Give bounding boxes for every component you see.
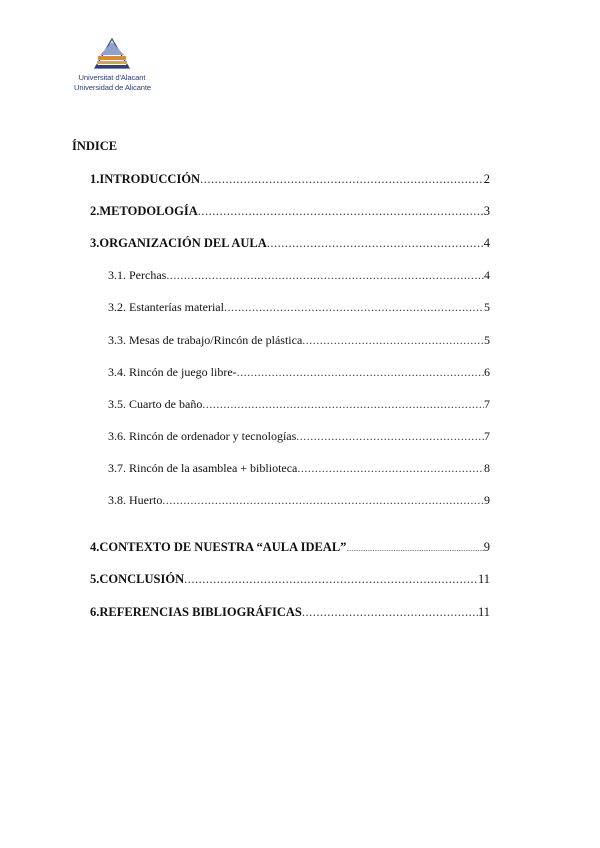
toc-label: CONTEXTO DE NUESTRA “AULA IDEAL” [99, 540, 347, 554]
toc-leader-dots [162, 493, 484, 508]
toc-page-number: 9 [484, 493, 490, 507]
toc-page-number: 5 [484, 333, 490, 347]
university-logo-icon [94, 38, 130, 70]
toc-entry-estanterias-material[interactable] [108, 300, 490, 315]
toc-label: INTRODUCCIÓN [99, 172, 201, 186]
toc-page-number: 9 [483, 540, 490, 554]
toc-entry-organizacion-del-aula[interactable] [90, 236, 490, 251]
toc-label: 3.8. Huerto [108, 493, 163, 507]
toc-leader-dots [200, 172, 484, 187]
toc-leader-dots [302, 333, 484, 348]
toc-page-number: 7 [484, 429, 490, 443]
toc-entry-rincon-ordenador[interactable] [108, 429, 490, 444]
toc-leader-dots [297, 461, 484, 476]
toc-label: 3.3. Mesas de trabajo/Rincón de plástica [108, 333, 303, 347]
toc-entry-referencias-bibliograficas[interactable] [90, 605, 490, 620]
toc-leader-dots [302, 605, 478, 620]
toc-entry-contexto-aula-ideal[interactable] [90, 540, 490, 555]
toc-entry-conclusion[interactable] [90, 572, 490, 587]
toc-entry-rincon-asamblea[interactable] [108, 461, 490, 476]
toc-entry-mesas-de-trabajo[interactable] [108, 333, 490, 348]
index-title: ÍNDICE [72, 139, 118, 153]
toc-label: METODOLOGÍA [99, 204, 198, 218]
toc-entry-rincon-juego-libre[interactable] [108, 365, 490, 380]
toc-leader-dots [166, 268, 484, 283]
toc-label: CONCLUSIÓN [99, 572, 185, 586]
toc-page-number: 8 [484, 461, 490, 475]
logo-text-line2: Universidad de Alicante [74, 83, 152, 92]
toc-entry-metodologia[interactable] [90, 204, 490, 219]
toc-number: 4. [90, 540, 100, 554]
toc-leader-dots [198, 204, 484, 219]
toc-label: ORGANIZACIÓN DEL AULA [99, 236, 267, 250]
toc-leader-dots [267, 236, 484, 251]
toc-page-number: 11 [477, 572, 490, 586]
toc-entry-huerto[interactable] [108, 493, 490, 508]
toc-leader-dots [202, 397, 484, 412]
toc-entry-perchas[interactable] [108, 268, 490, 283]
toc-entry-cuarto-de-bano[interactable] [108, 397, 490, 412]
toc-page-number: 7 [484, 397, 490, 411]
toc-label: 3.6. Rincón de ordenador y tecnologías [108, 429, 297, 443]
logo-text-line1: Universitat d'Alacant [78, 73, 146, 82]
toc-number: 1. [90, 172, 100, 186]
toc-leader-dots [224, 300, 484, 315]
toc-label: 3.5. Cuarto de baño [108, 397, 203, 411]
toc-page-number: 6 [484, 365, 490, 379]
toc-label: 3.4. Rincón de juego libre- [108, 365, 237, 379]
toc-page-number: 5 [484, 300, 490, 314]
toc-number: 3. [90, 236, 100, 250]
toc-label: REFERENCIAS BIBLIOGRÁFICAS [99, 605, 302, 619]
toc-leader-dots [346, 540, 483, 555]
toc-number: 5. [90, 572, 100, 586]
toc-number: 6. [90, 605, 100, 619]
toc-leader-dots [237, 365, 484, 380]
toc-page-number: 4 [484, 268, 490, 282]
toc-page-number: 3 [483, 204, 490, 218]
toc-entry-introduccion[interactable] [90, 172, 490, 187]
toc-label: 3.2. Estanterías material [108, 300, 224, 314]
toc-page-number: 2 [483, 172, 490, 186]
toc-page-number: 11 [477, 605, 490, 619]
university-logo [74, 38, 150, 94]
toc-label: 3.1. Perchas [108, 268, 167, 282]
toc-page-number: 4 [483, 236, 490, 250]
toc-leader-dots [296, 429, 484, 444]
toc-leader-dots [184, 572, 478, 587]
toc-label: 3.7. Rincón de la asamblea + biblioteca [108, 461, 298, 475]
toc-number: 2. [90, 204, 100, 218]
